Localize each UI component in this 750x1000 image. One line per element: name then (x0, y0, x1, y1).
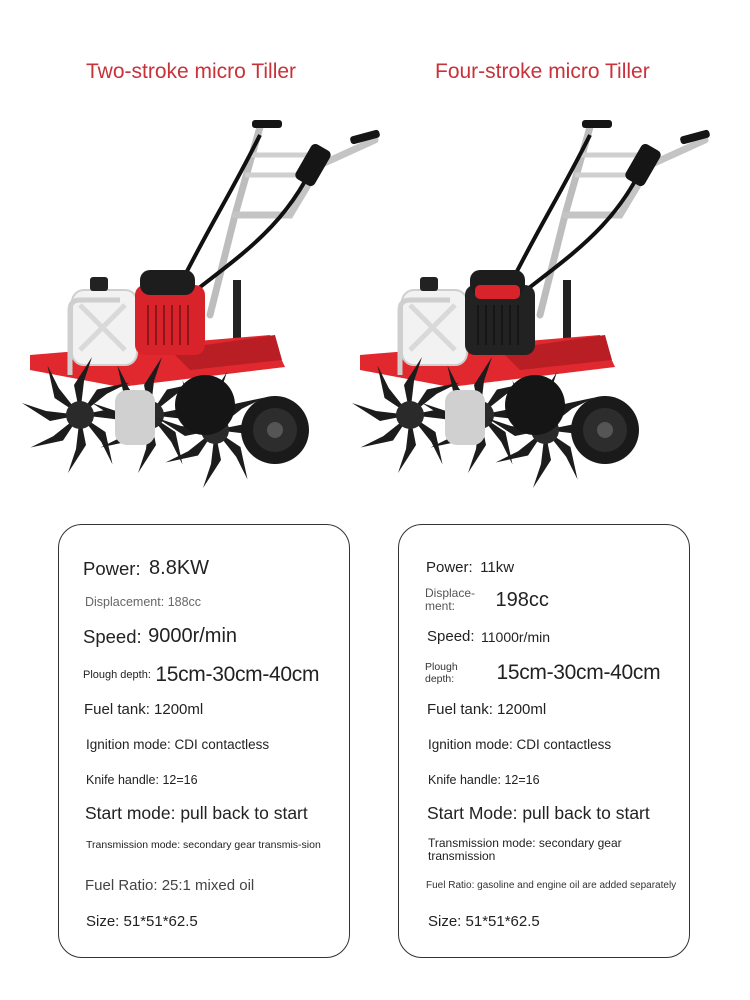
knife-handle: Knife handle: 12=16 (86, 773, 198, 787)
plough-label: Plough depth: (83, 669, 151, 681)
speed-label: Speed: (83, 625, 142, 647)
size: Size: 51*51*62.5 (428, 913, 540, 930)
ignition-mode: Ignition mode: CDI contactless (86, 737, 270, 752)
title-four-stroke: Four-stroke micro Tiller (435, 60, 650, 83)
start-mode: Start Mode: pull back to start (427, 803, 650, 823)
size: Size: 51*51*62.5 (86, 913, 198, 930)
start-mode: Start mode: pull back to start (85, 803, 308, 823)
tiller-illustration-four-stroke (350, 105, 710, 505)
tiller-illustration-two-stroke (20, 105, 380, 505)
displacement-label: Displace-ment: (425, 586, 476, 613)
power-value: 8.8KW (149, 557, 210, 579)
spec-card-four-stroke (398, 524, 690, 958)
fuel-ratio: Fuel Ratio: gasoline and engine oil are added separately (426, 880, 677, 891)
spec-card-two-stroke (58, 524, 350, 958)
displacement-value: 198cc (495, 588, 549, 611)
power-label: Power: (426, 559, 473, 577)
displacement-value: 188cc (167, 595, 202, 609)
fuel-ratio: Fuel Ratio: 25:1 mixed oil (85, 877, 255, 894)
speed-value: 11000r/min (481, 628, 551, 645)
fuel-tank: Fuel tank: 1200ml (427, 701, 547, 718)
speed-label: Speed: (427, 628, 475, 646)
transmission-mode: Transmission mode: secondary gear transmission (428, 836, 622, 863)
plough-label: Plough depth: (425, 661, 458, 685)
speed-value: 9000r/min (148, 625, 238, 647)
power-value: 11kw (480, 559, 515, 577)
power-label: Power: (83, 557, 141, 579)
fuel-tank: Fuel tank: 1200ml (84, 701, 204, 718)
ignition-mode: Ignition mode: CDI contactless (428, 737, 612, 752)
knife-handle: Knife handle: 12=16 (428, 773, 540, 787)
displacement-label: Displacement: (85, 595, 165, 609)
plough-value: 15cm-30cm-40cm (155, 663, 320, 686)
title-two-stroke: Two-stroke micro Tiller (86, 60, 297, 83)
transmission-mode: Transmission mode: secondary gear transmis-sion (86, 839, 321, 851)
plough-value: 15cm-30cm-40cm (496, 661, 661, 684)
